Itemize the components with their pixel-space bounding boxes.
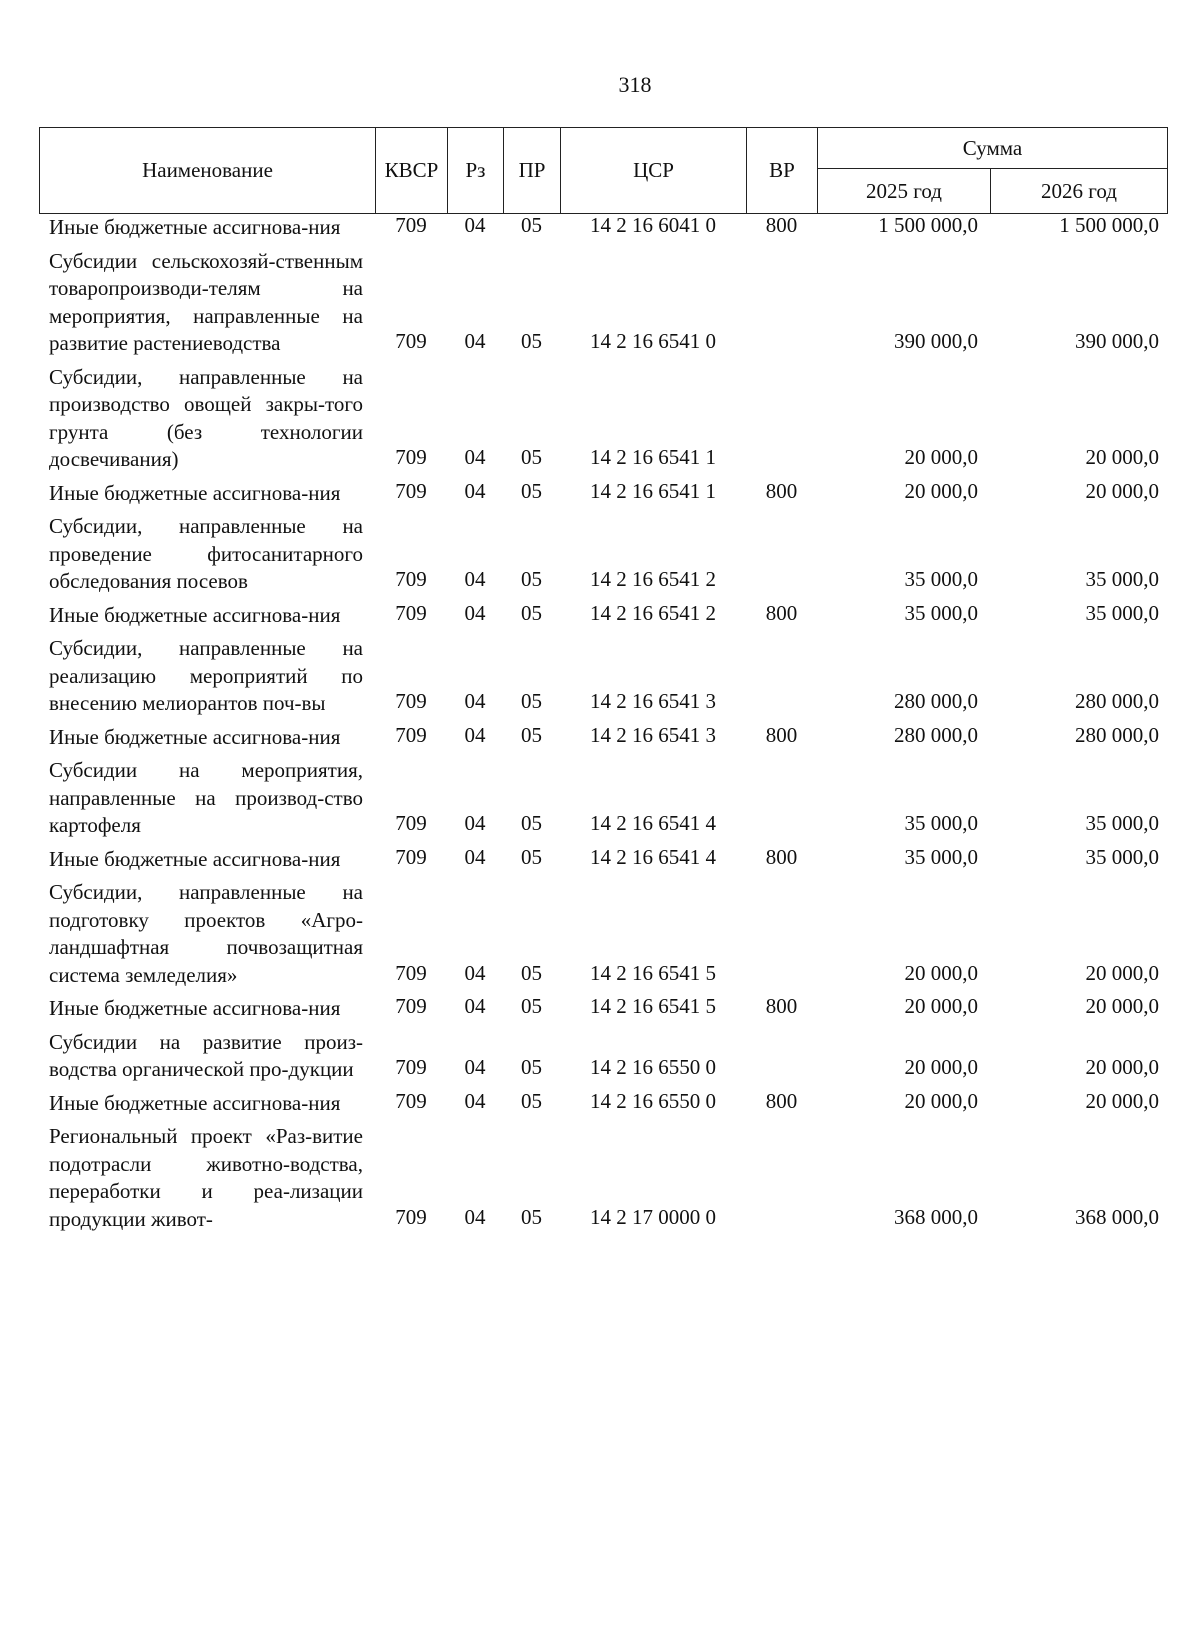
- row-name: Субсидии, направленные на реализацию мероприятий по внесению мелиорантов поч-вы: [49, 636, 363, 715]
- row-amount-2025: 368 000,0: [894, 1204, 978, 1229]
- row-rz: 04: [464, 689, 486, 713]
- row-vr: [746, 755, 817, 844]
- row-csr: 14 2 17 0000 0: [590, 1204, 716, 1229]
- row-rz: 04: [464, 213, 486, 237]
- row-pr: 05: [521, 811, 542, 835]
- row-csr: 14 2 16 6541 5: [590, 960, 716, 985]
- row-kvsr: 709: [395, 960, 427, 985]
- header-vr: ВР: [747, 128, 818, 214]
- row-amount-2025: 20 000,0: [904, 478, 978, 503]
- row-vr: [746, 633, 817, 722]
- row-vr: 800: [765, 722, 798, 747]
- row-rz: 04: [464, 844, 486, 869]
- row-vr: [746, 1027, 817, 1088]
- row-kvsr: 709: [395, 689, 427, 713]
- row-amount-2025: 280 000,0: [894, 722, 978, 747]
- header-summa: Сумма: [818, 128, 1168, 169]
- row-csr: 14 2 16 6541 1: [590, 445, 716, 469]
- row-csr: 14 2 16 6541 3: [590, 689, 716, 713]
- table-row: [39, 246, 1167, 362]
- row-pr: 05: [521, 960, 542, 985]
- header-year-2025: 2025 год: [818, 169, 991, 214]
- row-amount-2026: 280 000,0: [1075, 722, 1159, 747]
- row-csr: 14 2 16 6541 2: [590, 567, 716, 591]
- row-kvsr: 709: [395, 1204, 427, 1229]
- row-amount-2025: 20 000,0: [904, 1088, 978, 1113]
- table-row: [39, 1027, 1167, 1088]
- budget-table: [39, 212, 1167, 1237]
- header-rz: Рз: [448, 128, 504, 214]
- row-amount-2025: 20 000,0: [904, 994, 978, 1018]
- row-vr: 800: [765, 844, 798, 869]
- row-rz: 04: [464, 1055, 486, 1079]
- table-row: [39, 212, 1167, 246]
- row-name: Иные бюджетные ассигнова-ния: [49, 846, 341, 871]
- row-name: Иные бюджетные ассигнова-ния: [49, 602, 341, 627]
- header-name: Наименование: [40, 128, 376, 214]
- row-rz: 04: [464, 722, 486, 747]
- row-rz: 04: [464, 600, 486, 625]
- table-row: [39, 722, 1167, 756]
- table-row: [39, 844, 1167, 878]
- row-csr: 14 2 16 6550 0: [590, 1088, 716, 1113]
- row-amount-2025: 35 000,0: [904, 567, 978, 591]
- row-amount-2026: 368 000,0: [1075, 1204, 1159, 1229]
- row-amount-2026: 35 000,0: [1085, 811, 1159, 835]
- row-kvsr: 709: [395, 567, 427, 591]
- row-kvsr: 709: [395, 1088, 427, 1113]
- table-row: [39, 993, 1167, 1027]
- row-amount-2026: 20 000,0: [1085, 445, 1159, 469]
- row-vr: 800: [765, 478, 798, 503]
- row-pr: 05: [521, 478, 542, 503]
- row-amount-2026: 20 000,0: [1085, 994, 1159, 1018]
- row-kvsr: 709: [395, 600, 427, 625]
- table-row: [39, 1121, 1167, 1237]
- row-name: Иные бюджетные ассигнова-ния: [49, 215, 341, 239]
- row-csr: 14 2 16 6541 2: [590, 600, 716, 625]
- row-kvsr: 709: [395, 811, 427, 835]
- row-kvsr: 709: [395, 329, 427, 353]
- row-pr: 05: [521, 689, 542, 713]
- row-rz: 04: [464, 445, 486, 469]
- row-pr: 05: [521, 1204, 542, 1229]
- table-row: [39, 511, 1167, 600]
- row-kvsr: 709: [395, 722, 427, 747]
- row-csr: 14 2 16 6041 0: [590, 213, 716, 237]
- row-csr: 14 2 16 6550 0: [590, 1055, 716, 1079]
- row-amount-2026: 20 000,0: [1085, 960, 1159, 985]
- row-rz: 04: [464, 1204, 486, 1229]
- row-pr: 05: [521, 1055, 542, 1079]
- row-amount-2026: 20 000,0: [1085, 1055, 1159, 1079]
- row-pr: 05: [521, 567, 542, 591]
- row-csr: 14 2 16 6541 1: [590, 478, 716, 503]
- row-name: Региональный проект «Раз-витие подотрасли животно-водства, переработки и реа-лизации продукции живот-: [49, 1124, 363, 1231]
- row-amount-2026: 20 000,0: [1085, 1088, 1159, 1113]
- table-header: [39, 127, 1168, 214]
- row-name: Иные бюджетные ассигнова-ния: [49, 1090, 341, 1115]
- row-pr: 05: [521, 445, 542, 469]
- row-vr: 800: [765, 1088, 798, 1113]
- row-vr: [746, 511, 817, 600]
- table-row: [39, 755, 1167, 844]
- header-kvsr: КВСР: [376, 128, 448, 214]
- row-rz: 04: [464, 994, 486, 1018]
- row-name: Субсидии, направленные на проведение фитосанитарного обследования посевов: [49, 514, 363, 593]
- row-pr: 05: [521, 722, 542, 747]
- row-amount-2025: 1 500 000,0: [878, 213, 978, 237]
- row-amount-2025: 280 000,0: [894, 689, 978, 713]
- row-amount-2025: 35 000,0: [904, 811, 978, 835]
- row-rz: 04: [464, 478, 486, 503]
- row-vr: 800: [765, 994, 798, 1018]
- table-body: [39, 212, 1167, 1237]
- table-row: [39, 600, 1167, 634]
- row-rz: 04: [464, 811, 486, 835]
- row-name: Иные бюджетные ассигнова-ния: [49, 724, 341, 749]
- row-amount-2026: 280 000,0: [1075, 689, 1159, 713]
- row-vr: [746, 1121, 817, 1237]
- row-name: Иные бюджетные ассигнова-ния: [49, 996, 341, 1020]
- row-vr: 800: [765, 213, 798, 237]
- row-name: Субсидии, направленные на производство овощей закры-того грунта (без технологии досвечивания): [49, 364, 363, 471]
- row-amount-2025: 20 000,0: [904, 445, 978, 469]
- table-row: [39, 362, 1167, 478]
- row-csr: 14 2 16 6541 3: [590, 722, 716, 747]
- row-pr: 05: [521, 329, 542, 353]
- row-kvsr: 709: [395, 1055, 427, 1079]
- row-name: Субсидии на мероприятия, направленные на производ-ство картофеля: [49, 758, 363, 837]
- row-name: Субсидии, направленные на подготовку проектов «Агро-ландшафтная почвозащитная система земледелия»: [49, 880, 363, 987]
- table-row: [39, 633, 1167, 722]
- row-amount-2026: 20 000,0: [1085, 478, 1159, 503]
- row-amount-2025: 35 000,0: [904, 844, 978, 869]
- row-pr: 05: [521, 844, 542, 869]
- table-row: [39, 478, 1167, 512]
- row-pr: 05: [521, 1088, 542, 1113]
- table-row: [39, 877, 1167, 993]
- row-amount-2025: 20 000,0: [904, 1055, 978, 1079]
- row-pr: 05: [521, 213, 542, 237]
- row-rz: 04: [464, 960, 486, 985]
- row-pr: 05: [521, 600, 542, 625]
- row-name: Субсидии сельскохозяй-ственным товаропроизводи-телям на мероприятия, направленные на развитие растениеводства: [49, 248, 363, 355]
- row-amount-2025: 20 000,0: [904, 960, 978, 985]
- row-kvsr: 709: [395, 478, 427, 503]
- row-csr: 14 2 16 6541 4: [590, 811, 716, 835]
- page-number: 318: [618, 72, 652, 97]
- row-rz: 04: [464, 567, 486, 591]
- row-kvsr: 709: [395, 844, 427, 869]
- row-rz: 04: [464, 329, 486, 353]
- row-name: Субсидии на развитие произ-водства органической про-дукции: [49, 1029, 363, 1081]
- row-kvsr: 709: [395, 213, 427, 237]
- row-amount-2025: 35 000,0: [904, 600, 978, 625]
- row-amount-2026: 35 000,0: [1085, 844, 1159, 869]
- row-csr: 14 2 16 6541 5: [590, 994, 716, 1018]
- row-amount-2026: 35 000,0: [1085, 567, 1159, 591]
- row-amount-2025: 390 000,0: [894, 329, 978, 353]
- row-vr: [746, 362, 817, 478]
- row-vr: 800: [765, 600, 798, 625]
- row-vr: [746, 246, 817, 362]
- row-vr: [746, 877, 817, 993]
- row-csr: 14 2 16 6541 0: [590, 329, 716, 353]
- row-kvsr: 709: [395, 445, 427, 469]
- row-amount-2026: 390 000,0: [1075, 329, 1159, 353]
- header-year-2026: 2026 год: [991, 169, 1168, 214]
- header-pr: ПР: [504, 128, 561, 214]
- row-name: Иные бюджетные ассигнова-ния: [49, 480, 341, 505]
- row-pr: 05: [521, 994, 542, 1018]
- table-row: [39, 1088, 1167, 1122]
- row-kvsr: 709: [395, 994, 427, 1018]
- row-amount-2026: 35 000,0: [1085, 600, 1159, 625]
- row-csr: 14 2 16 6541 4: [590, 844, 716, 869]
- row-amount-2026: 1 500 000,0: [1059, 213, 1159, 237]
- header-csr: ЦСР: [561, 128, 747, 214]
- row-rz: 04: [464, 1088, 486, 1113]
